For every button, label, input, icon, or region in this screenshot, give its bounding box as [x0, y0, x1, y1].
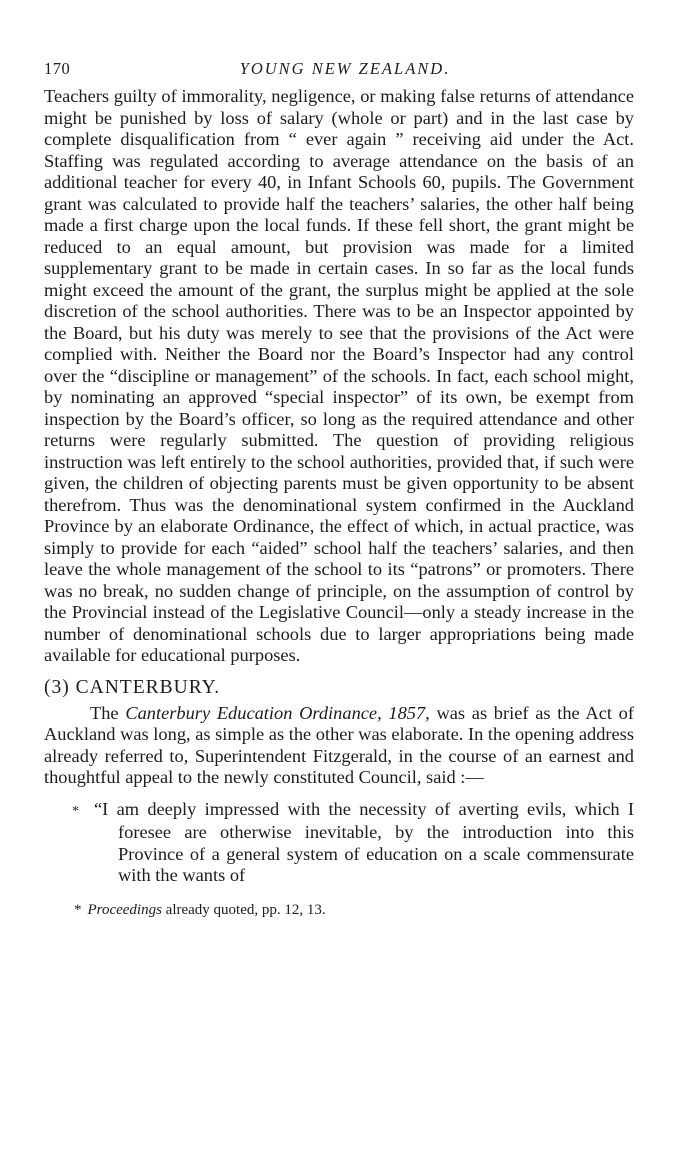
paragraph-attendance-and-funding: Teachers guilty of immorality, negligence, or making false returns of attendance might be punished by loss of salary (whole or part) and in the last case by complete disqualification from “ ever again ” receiving aid under the Act. Staffing was regulated according to average attendance on the basis of an additional teacher for every 40, in Infant Schools 60, pupils. The Government grant was calculated to provide half the teachers’ salaries, the other half being made a first charge upon the local funds. If these fell short, the grant might be reduced to an equal amount, but provision was made for a limited supplementary grant to be made in certain cases. In so far as the local funds might exceed the amount of the grant, the surplus might be applied at the sole discretion of the school authorities. There was to be an Inspector appointed by the Board, but his duty was merely to see that the provisions of the Act were complied with. Neither the Board nor the Board’s Inspector had any control over the “discipline or management” of the schools. In fact, each school might, by nominating an approved “special inspector” of its own, be exempt from inspection by the Board’s officer, so long as the required attendance and other returns were regularly submitted. The question of providing religious instruction was left entirely to the school authorities, provided that, if such were given, the children of objecting parents must be given opportunity to be absent therefrom. Thus was the denominational system confirmed in the Auckland Province by an elaborate Ordinance, the effect of which, in actual practice, was simply to provide for each “aided” school half the teachers’ salaries, and then leave the whole management of the school to its “patrons” or promoters. There was no break, no sudden change of principle, on the assumption of control by the Provincial instead of the Legislative Council—only a steady increase in the number of denominational schools due to larger appropriations being made available for educational purposes.: [44, 86, 634, 665]
paragraph-lead: The: [90, 702, 126, 723]
ordinance-title: Canterbury Education Ordinance, 1857,: [125, 702, 430, 723]
footnote-title: Proceedings: [87, 901, 162, 918]
block-quote: [44, 799, 634, 887]
body-text: [44, 86, 634, 789]
quote-footnote-mark: *: [72, 803, 79, 819]
paragraph-rest: was as brief as the Act of Auckland was long, as simple as the other was elaborate. In the opening address already referred to, Superintendent Fitzgerald, in the course of an earnest and thoughtful appeal to the newly constituted Council, said :—: [44, 702, 634, 787]
footnote-text: already quoted, pp. 12, 13.: [161, 901, 326, 918]
footnote: [44, 901, 634, 919]
paragraph-canterbury-ordinance: [44, 703, 634, 789]
quote-text: “I am deeply impressed with the necessity of averting evils, which I foresee are otherwise inevitable, by the introduction into this Province of a general system of education on a scale commensurate with the wants of: [94, 798, 634, 885]
section-heading: (3) CANTERBURY.: [44, 676, 221, 698]
running-title: YOUNG NEW ZEALAND.: [239, 59, 451, 78]
page-number: 170: [44, 59, 71, 78]
footnote-mark: *: [74, 901, 82, 918]
running-head: [44, 56, 634, 86]
book-page: [44, 56, 634, 919]
